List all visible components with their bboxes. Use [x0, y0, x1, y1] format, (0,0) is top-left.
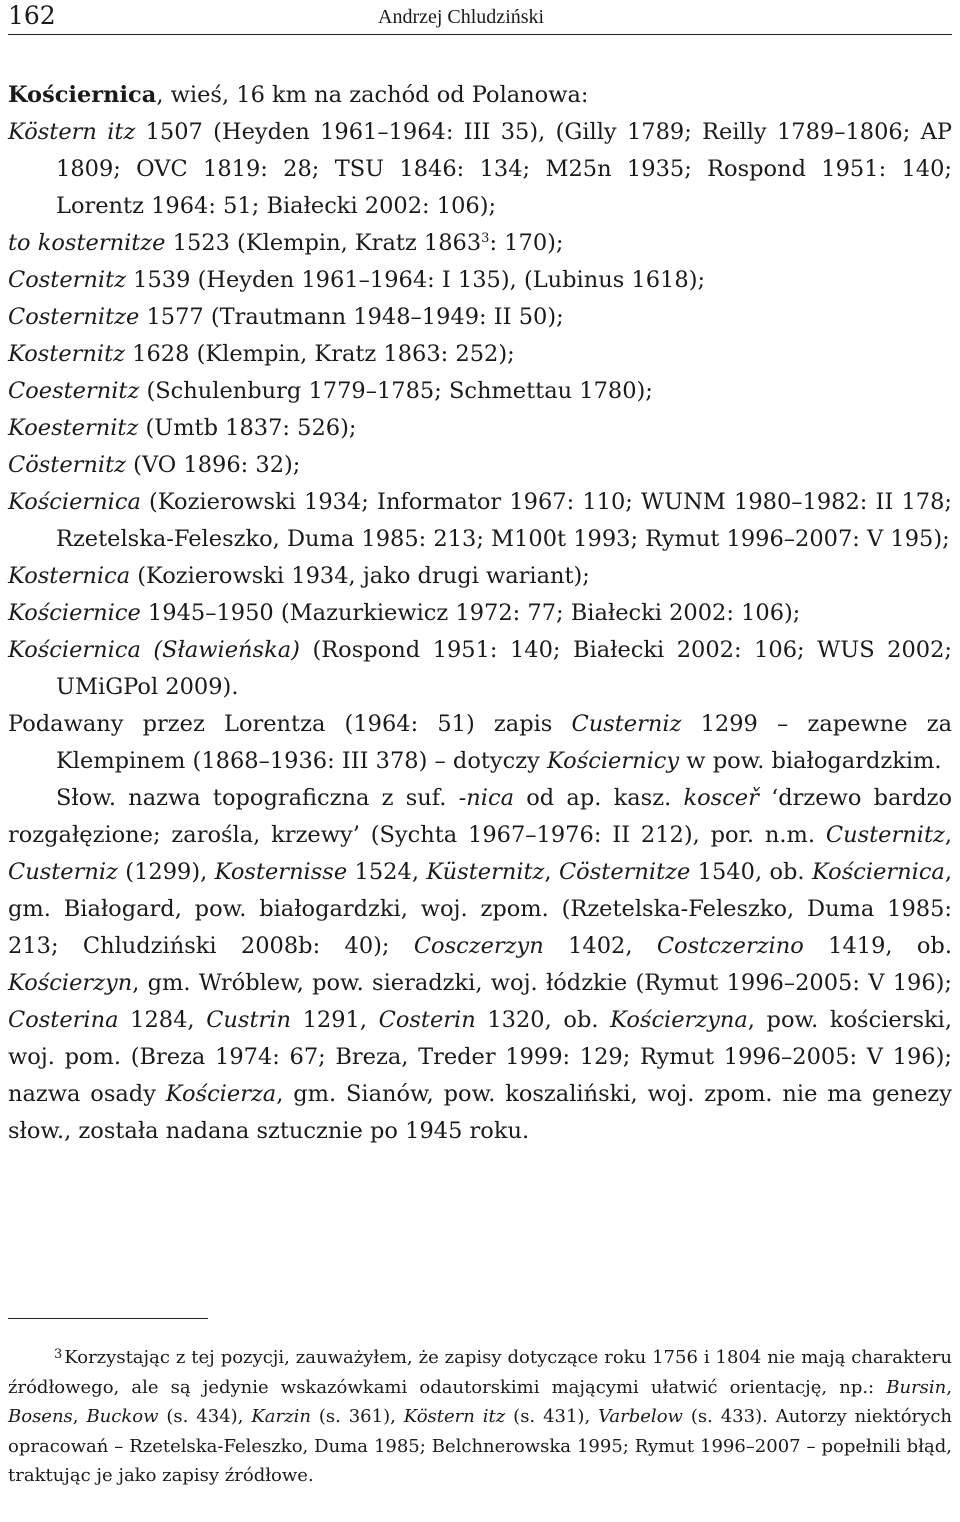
footnote-divider — [8, 1318, 208, 1319]
entry-body — [8, 77, 952, 1150]
text: 1291, — [290, 1007, 379, 1033]
place-name: Buckow — [86, 1406, 159, 1427]
text: w pow. białogardzkim. — [679, 748, 942, 774]
place-name: Custerniz — [8, 859, 118, 885]
text: (s. 434), — [158, 1406, 252, 1427]
text: 1524, — [347, 859, 427, 885]
form-sources: 1628 (Klempin, Kratz 1863: 252); — [125, 341, 515, 367]
place-name: Kościernica — [811, 859, 945, 885]
place-name: Karzin — [251, 1406, 311, 1427]
place-name: Bosens — [8, 1406, 73, 1427]
text: (s. 361), — [310, 1406, 404, 1427]
form-name: Kosternica — [8, 563, 131, 589]
form-line — [8, 595, 952, 632]
place-name: Cosczerzyn — [413, 933, 544, 959]
page-number: 162 — [8, 1, 56, 30]
form-line — [8, 225, 952, 262]
text: , pow. kościerski, woj. pom. (Breza 1974: 67; Breza, Treder 1999: 129; Rymut 1996–2005: V 196); nazwa osady — [8, 1007, 953, 1107]
form-line — [8, 114, 952, 225]
form-line — [8, 558, 952, 595]
place-name: Costczerzino — [656, 933, 804, 959]
footnote-ref[interactable]: 3 — [481, 231, 490, 246]
form-name: Koesternitz — [8, 415, 139, 441]
form-line — [8, 336, 952, 373]
text: 1419, ob. — [803, 933, 952, 959]
place-name: Köstern itz — [403, 1406, 506, 1427]
place-name: Custernitz — [825, 822, 945, 848]
text: 1284, — [118, 1007, 207, 1033]
place-name: Custrin — [206, 1007, 291, 1033]
form-name: Kościernice — [8, 600, 141, 626]
place-name: Varbelow — [598, 1406, 683, 1427]
text: , — [944, 822, 952, 848]
form-name: Costernitze — [8, 304, 140, 330]
place-name: Bursin — [886, 1376, 947, 1398]
text: , gm. Sianów, pow. koszaliński, woj. zpom. nie ma genezy słow., została nadana sztucznie po 1945 roku. — [8, 1081, 952, 1144]
form-line — [8, 373, 952, 410]
text: 1402, — [543, 933, 657, 959]
text: Korzystając z tej pozycji, zauważyłem, że zapisy dotyczące roku 1756 i 1804 nie mają charakteru źródłowego, ale są jedynie wskazówkami odautorskimi mającymi ułatwić orientację, np.: — [8, 1347, 952, 1398]
form-sources: : 170); — [489, 230, 564, 256]
form-name: Köstern itz — [8, 119, 136, 145]
place-name: Kosternisse — [214, 859, 348, 885]
text: Słow. nazwa topograficzna z suf. - — [56, 785, 467, 811]
appellative: kosceř — [683, 785, 759, 811]
form-sources: 1945–1950 (Mazurkiewicz 1972: 77; Białecki 2002: 106); — [140, 600, 801, 626]
form-sources: (Rospond 1951: 140; Białecki 2002: 106; WUS 2002; UMiGPol 2009). — [56, 637, 953, 700]
text: (s. 431), — [505, 1406, 599, 1427]
form-sources: 1577 (Trautmann 1948–1949: II 50); — [139, 304, 564, 330]
form-name: Kosternitz — [8, 341, 125, 367]
form-sources: (Umtb 1837: 526); — [138, 415, 357, 441]
form-sources: 1523 (Klempin, Kratz 1863 — [165, 230, 482, 256]
running-head-author: Andrzej Chludziński — [378, 6, 545, 28]
text: Podawany przez Lorentza (1964: 51) zapis — [8, 711, 572, 737]
form-name: to kosternitze — [8, 230, 166, 256]
text: od ap. kasz. — [513, 785, 684, 811]
text: , — [544, 859, 559, 885]
commentary — [8, 780, 952, 1150]
place-name: Kościerza — [165, 1081, 277, 1107]
form-name: Costernitz — [8, 267, 127, 293]
form-line — [8, 484, 952, 558]
suffix: nica — [466, 785, 514, 811]
text: , — [946, 1376, 952, 1398]
text: 1540, ob. — [690, 859, 812, 885]
form-sources: (Schulenburg 1779–1785; Schmettau 1780); — [139, 378, 653, 404]
text: , gm. Białogard, pow. białogardzki, woj. zpom. (Rzetelska-Feleszko, Duma 1985: 213; Chludziński 2008b: 40); — [8, 859, 952, 959]
text: (1299), — [117, 859, 215, 885]
text: 1299 – zapewne za Klempinem (1868–1936: III 378) – dotyczy — [56, 711, 952, 774]
footnote-mark: 3 — [54, 1347, 63, 1362]
form-line — [8, 447, 952, 484]
place-name: Küsternitz — [426, 859, 545, 885]
lorentz-note — [8, 706, 952, 780]
headword: Kościernica — [8, 82, 157, 108]
form-sources: (Kozierowski 1934; Informator 1967: 110; WUNM 1980–1982: II 178; Rzetelska-Feleszko, Duma 1985: 213; M100t 1993; Rymut 1996–2007: V 195); — [56, 489, 952, 552]
text: , — [72, 1406, 87, 1427]
text: 1320, ob. — [475, 1007, 611, 1033]
footnote — [8, 1340, 952, 1491]
form-line — [8, 262, 952, 299]
place-name: Cösternitze — [558, 859, 691, 885]
place-name: Kościerzyn — [8, 970, 133, 996]
form-name: Kościernica — [8, 489, 141, 515]
form-line — [8, 632, 952, 706]
form-sources: 1507 (Heyden 1961–1964: III 35), (Gilly 1789; Reilly 1789–1806; AP 1809; OVC 1819: 28; TSU 1846: 134; M25n 1935; Rospond 1951: 140; Lorentz 1964: 51; Białecki 2002: 106); — [56, 119, 952, 219]
form-sources: (VO 1896: 32); — [126, 452, 301, 478]
form-name: Cösternitz — [8, 452, 127, 478]
place-name: Costerina — [8, 1007, 119, 1033]
place-name: Costerin — [378, 1007, 476, 1033]
place-name: Kościerzyna — [610, 1007, 748, 1033]
headline-text: , wieś, 16 km na zachód od Polanowa: — [156, 82, 589, 108]
text: , gm. Wróblew, pow. sieradzki, woj. łódzkie (Rymut 1996–2005: V 196); — [132, 970, 952, 996]
form-name: Kościernicy — [546, 748, 680, 774]
text: ‘drzewo bardzo rozgałęzione; zarośla, krzewy’ (Sychta 1967–1976: II 212), por. n.m. — [8, 785, 953, 848]
entry-headline — [8, 77, 952, 114]
form-name: Coesternitz — [8, 378, 140, 404]
form-name: Kościernica (Sławieńska) — [8, 637, 300, 663]
form-line — [8, 299, 952, 336]
running-header — [8, 0, 952, 35]
form-sources: (Kozierowski 1934, jako drugi wariant); — [130, 563, 590, 589]
text: (s. 433). Autorzy niektórych opracowań – Rzetelska-Feleszko, Duma 1985; Belchnerowska 1995; Rymut 1996–2007 – popełnili błąd, traktując je jako zapisy źródłowe. — [8, 1406, 952, 1486]
form-name: Custerniz — [571, 711, 682, 737]
form-sources: 1539 (Heyden 1961–1964: I 135), (Lubinus 1618); — [126, 267, 706, 293]
form-line — [8, 410, 952, 447]
